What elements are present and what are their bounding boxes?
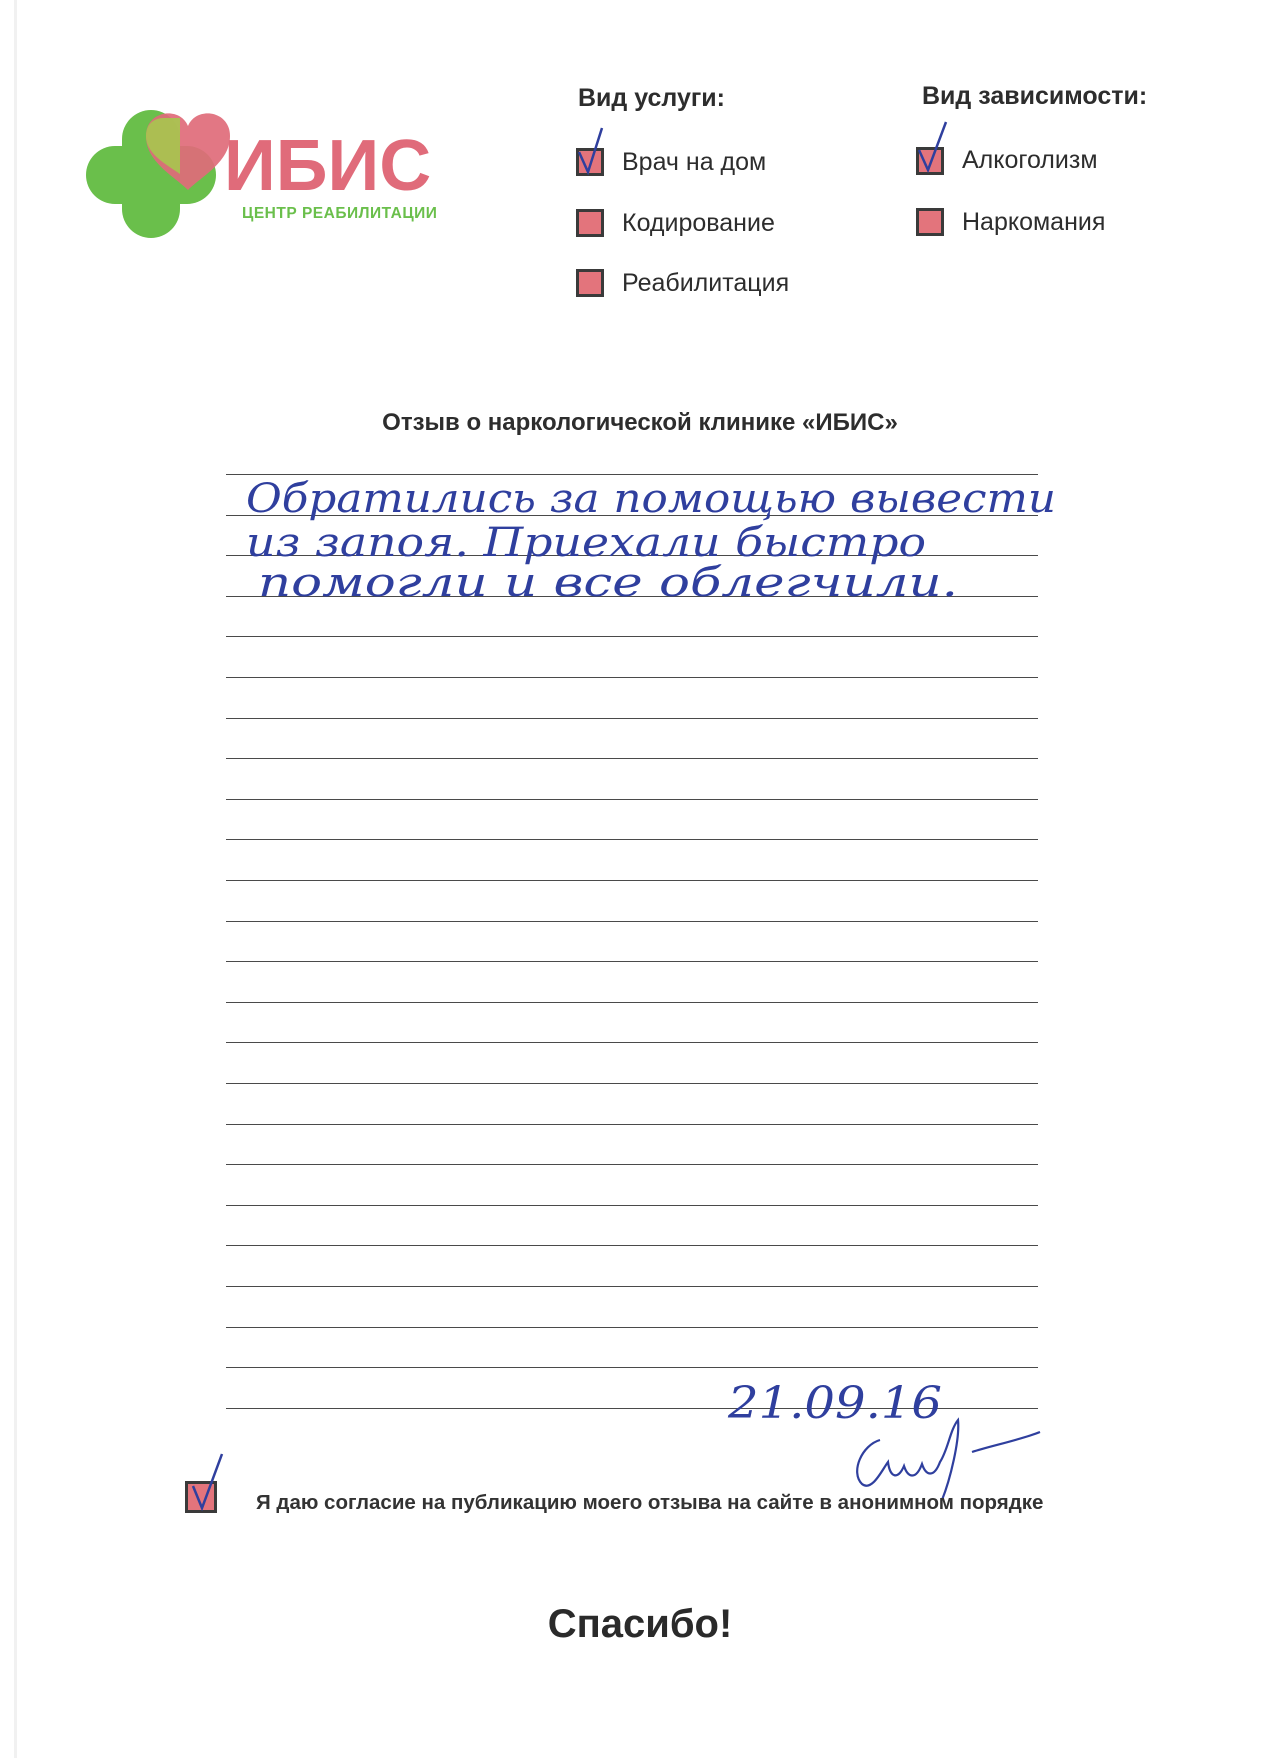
service-label-rehab: Реабилитация	[622, 269, 790, 297]
handwritten-line-3: помогли и все облегчили.	[258, 560, 958, 606]
consent-label: Я даю согласие на публикацию моего отзыва на сайте в анонимном порядке	[256, 1491, 1044, 1514]
service-label-coding: Кодирование	[622, 209, 775, 237]
thanks-text: Спасибо!	[547, 1602, 733, 1646]
service-label-doctor: Врач на дом	[622, 148, 767, 176]
logo-subtitle: ЦЕНТР РЕАБИЛИТАЦИИ	[242, 205, 438, 222]
check-mark-icon	[188, 1452, 228, 1500]
logo-name: ИБИС	[224, 126, 432, 206]
addiction-label-drugs: Наркомания	[962, 208, 1106, 236]
handwritten-date: 21.09.16	[726, 1378, 942, 1429]
handwritten-line-1: Обратились за помощью вывести	[246, 476, 1056, 522]
addiction-label-alcohol: Алкоголизм	[962, 146, 1098, 174]
form-title: Отзыв о наркологической клинике «ИБИС»	[382, 409, 898, 436]
handwritten-line-2: из запоя. Приехали быстро	[246, 520, 926, 566]
service-heading: Вид услуги:	[578, 84, 725, 112]
addiction-heading: Вид зависимости:	[922, 82, 1148, 110]
signature	[857, 1420, 1040, 1500]
